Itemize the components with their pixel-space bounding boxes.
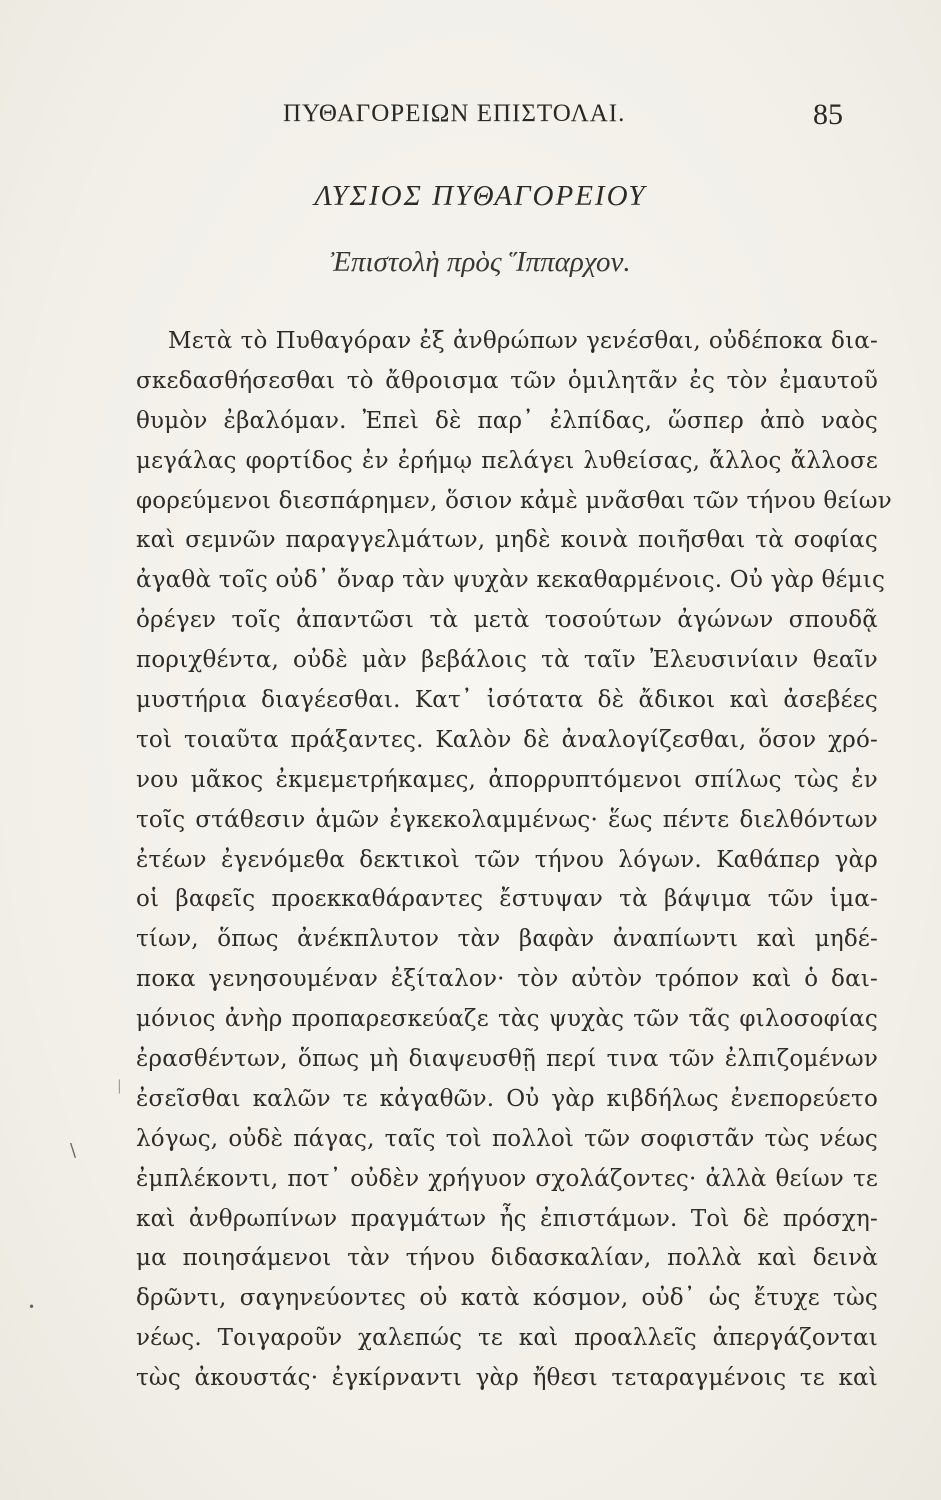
text-line: τοὶ τοιαῦτα πράξαντες. Καλὸν δὲ ἀναλογίζεσθαι, ὅσον χρό- xyxy=(136,726,878,753)
text-line: δρῶντι, σαγηνεύοντες οὐ κατὰ κόσμον, οὐδ᾽ ὡς ἔτυχε τὼς xyxy=(136,1285,878,1312)
text-line: μα ποιησάμενοι τὰν τήνου διδασκαλίαν, πολλὰ καὶ δεινὰ xyxy=(136,1245,878,1272)
text-line: οἱ βαφεῖς προεκκαθάραντες ἔστυψαν τὰ βάψιμα τῶν ἱμα- xyxy=(136,886,878,913)
text-line: ἐμπλέκοντι, ποτ᾽ οὐδὲν χρήγυον σχολάζοντες· ἀλλὰ θείων τε xyxy=(136,1165,878,1192)
text-line: τίων, ὅπως ἀνέκπλυτον τὰν βαφὰν ἀναπίωντι καὶ μηδέ- xyxy=(136,926,878,953)
text-line: φορεύμενοι διεσπάρημεν, ὅσιον κἀμὲ μνᾶσθαι τῶν τήνου θείων xyxy=(136,487,892,514)
margin-mark: • xyxy=(28,1300,36,1314)
text-line: μόνιος ἀνὴρ προπαρεσκεύαζε τὰς ψυχὰς τῶν τᾶς φιλοσοφίας xyxy=(136,1006,878,1033)
text-line: μεγάλας φορτίδος ἐν ἐρήμῳ πελάγει λυθείσας, ἄλλος ἄλλοσε xyxy=(136,447,878,474)
running-title: ΠΥΘΑΓΟΡΕΙΩΝ ΕΠΙΣΤΟΛΑΙ. xyxy=(283,100,626,127)
text-line: Μετὰ τὸ Πυθαγόραν ἐξ ἀνθρώπων γενέσθαι, οὐδέποκα δια- xyxy=(168,328,878,354)
letter-subtitle: Ἐπιστολὴ πρὸς Ἵππαρχον. xyxy=(330,246,631,278)
text-line: ἐσεῖσθαι καλῶν τε κἀγαθῶν. Οὐ γὰρ κιβδήλως ἐνεπορεύετο xyxy=(136,1085,878,1112)
margin-mark: | xyxy=(117,1078,122,1094)
text-line: τὼς ἀκουστάς· ἐγκίρναντι γὰρ ἤθεσι τεταραγμένοις τε καὶ xyxy=(136,1365,878,1392)
text-line: καὶ σεμνῶν παραγγελμάτων, μηδὲ κοινὰ ποιῆσθαι τὰ σοφίας xyxy=(136,527,878,554)
text-line: ἀγαθὰ τοῖς οὐδ᾽ ὄναρ τὰν ψυχὰν κεκαθαρμένοις. Οὐ γὰρ θέμις xyxy=(136,567,886,594)
text-line: τοῖς στάθεσιν ἁμῶν ἐγκεκολαμμένως· ἕως πέντε διελθόντων xyxy=(136,806,878,833)
text-line: θυμὸν ἐβαλόμαν. Ἐπεὶ δὲ παρ᾽ ἐλπίδας, ὥσπερ ἀπὸ ναὸς xyxy=(136,407,878,434)
text-line: καὶ ἀνθρωπίνων πραγμάτων ἦς ἐπιστάμων. Τοὶ δὲ πρόσχη- xyxy=(136,1205,878,1232)
text-line: ποκα γενησουμέναν ἐξίταλον· τὸν αὐτὸν τρόπον καὶ ὁ δαι- xyxy=(136,966,878,993)
text-line: νέως. Τοιγαροῦν χαλεπώς τε καὶ προαλλεῖς ἀπεργάζονται xyxy=(136,1325,878,1352)
text-line: νου μᾶκος ἐκμεμετρήκαμες, ἀπορρυπτόμενοι σπίλως τὼς ἐν xyxy=(136,766,878,793)
letter-body xyxy=(136,322,892,1399)
text-line: μυστήρια διαγέεσθαι. Κατ᾽ ἰσότατα δὲ ἄδικοι καὶ ἀσεβέες xyxy=(136,687,878,714)
text-line: ἐτέων ἐγενόμεθα δεκτικοὶ τῶν τήνου λόγων. Καθάπερ γὰρ xyxy=(136,846,878,873)
margin-mark: \ xyxy=(70,1140,77,1161)
text-line: σκεδασθήσεσθαι τὸ ἄθροισμα τῶν ὁμιλητᾶν ἐς τὸν ἐμαυτοῦ xyxy=(136,367,878,394)
text-line: ὀρέγεν τοῖς ἀπαντῶσι τὰ μετὰ τοσούτων ἀγώνων σπουδᾷ xyxy=(136,607,878,634)
text-line: ποριχθέντα, οὐδὲ μὰν βεβάλοις τὰ ταῖν Ἐλευσινίαιν θεαῖν xyxy=(136,647,878,674)
page-number: 85 xyxy=(813,98,843,131)
letter-title: ΛΥΣΙΟΣ ΠΥΘΑΓΟΡΕΙΟΥ xyxy=(314,180,647,212)
text-line: ἐρασθέντων, ὅπως μὴ διαψευσθῇ περί τινα τῶν ἐλπιζομένων xyxy=(136,1046,878,1073)
text-line: λόγως, οὐδὲ πάγας, ταῖς τοὶ πολλοὶ τῶν σοφιστᾶν τὼς νέως xyxy=(136,1125,878,1152)
